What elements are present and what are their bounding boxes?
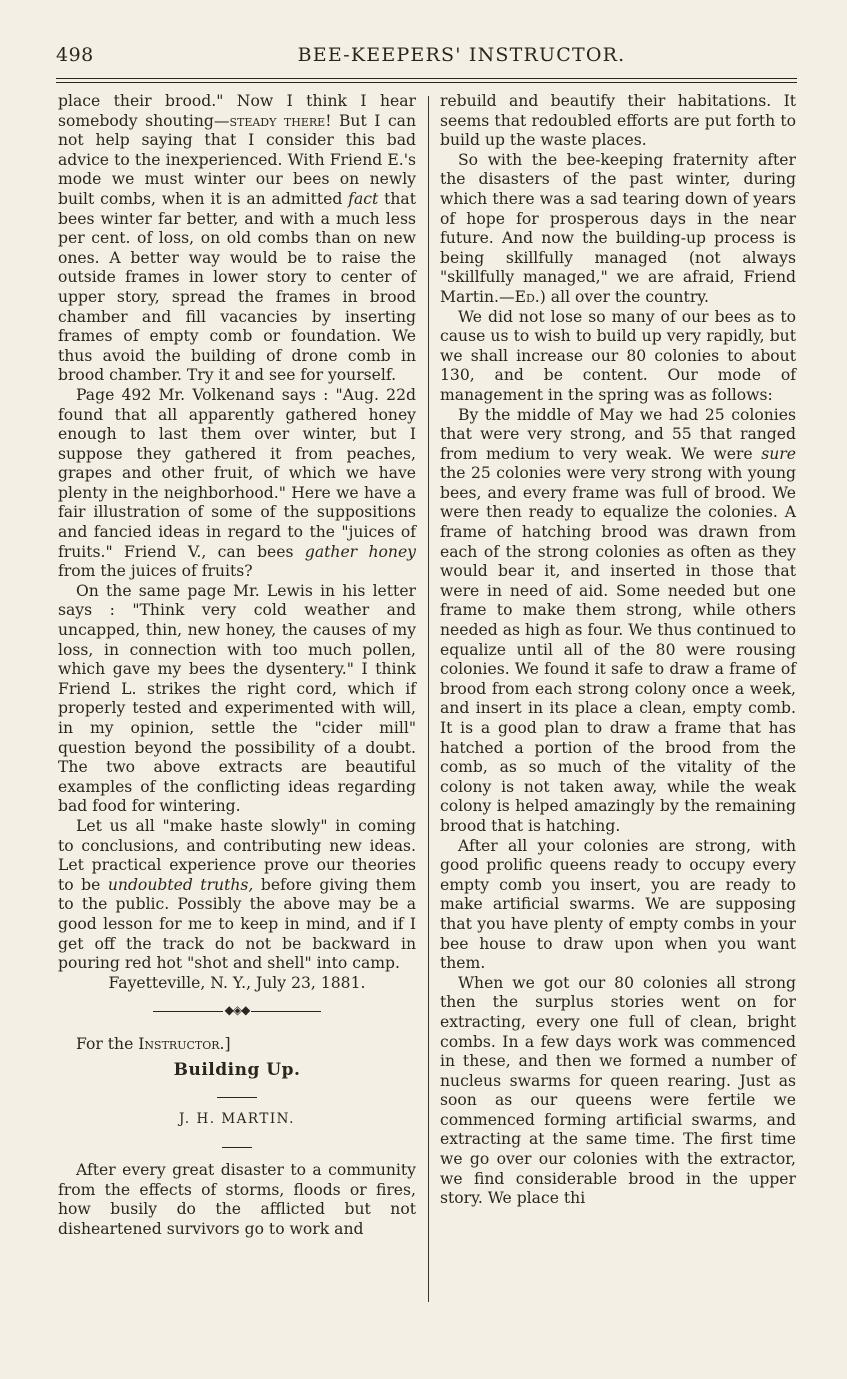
italic-run: gather honey	[304, 542, 416, 561]
separator-rule	[153, 1011, 223, 1012]
paragraph: We did not lose so many of our bees as to cause us to wish to build up very rapidly, but we shall increase our 80 colonies to about 130, and be content. Our mode of management in the spring was as follows:	[440, 307, 796, 404]
paragraph: When we got our 80 colonies all strong then the surplus stories went on for extracting, every one full of clean, bright combs. In a few days work was commenced in these, and then we formed a number of nucleus swarms for queen rearing. Just as soon as our queens were fertile we commenced forming artificial swarms, and extracting at the same time. The first time we go over our colonies with the extractor, we find considerable brood in the upper story. We place thi	[440, 973, 796, 1208]
paragraph	[58, 92, 416, 386]
paragraph	[58, 817, 416, 974]
text-run: place their brood." Now I think I hear somebody shouting—	[58, 92, 416, 130]
text-run: ! But I can not help saying that I consider this bad advice to the inexperienced. With Friend E.'s mode we must winter our bees on newly built combs, when it is an admitted	[58, 111, 417, 208]
text-run: ) all over the country.	[539, 287, 709, 306]
italic-run: undoubted truths,	[107, 875, 254, 894]
for-line	[58, 1035, 416, 1055]
paragraph	[440, 406, 796, 837]
paragraph	[440, 151, 796, 308]
dateline: Fayetteville, N. Y., July 23, 1881.	[108, 973, 366, 992]
column-divider	[428, 96, 429, 1302]
text-run: before giving them to the public. Possibly the above may be a good lesson for me to keep in mind, and if I get off the track do not be backward in pouring red hot "shot and shell" into camp.	[58, 875, 416, 973]
author-byline: J. H. MARTIN.	[179, 1110, 295, 1127]
text-run: from the juices of fruits?	[58, 562, 253, 581]
italic-run: fact	[348, 189, 379, 208]
header-rule-double	[56, 82, 797, 83]
text-run: So with the bee-keeping fraternity after the disasters of the past winter, during which there was a sad tearing down of years of hope for prosperous days in the near future. And now the building-up process is being skillfully managed (not always "skillfully managed," we are afraid, Friend Martin.—	[440, 150, 796, 306]
left-column	[58, 92, 416, 1240]
small-caps-run: Instructor.	[138, 1035, 225, 1054]
page-number: 498	[56, 44, 94, 66]
paragraph: rebuild and beautify their habitations. It seems that redoubled efforts are put forth to build up the waste places.	[440, 92, 796, 150]
section-separator	[58, 1001, 416, 1021]
text-run: the 25 colonies were very strong with young bees, and every frame was full of brood. We were then ready to equalize the colonies. A frame of hatching brood was drawn from each of the strong colonies as often as they would bear it, and inserted in those that were in need of aid. Some needed but one frame to make them strong, while others needed as high as four. We thus continued to equalize until all of the 80 were rousing colonies. We found it safe to draw a frame of brood from each strong colony once a week, and insert in its place a clean, empty comb. It is a good plan to draw a frame that has hatched a portion of the brood from the comb, as so much of the vitality of the colony is not taken away, while the weak colony is helped amazingly by the remaining brood that is hatching.	[440, 464, 796, 835]
title-rule	[58, 1084, 416, 1104]
author-rule	[58, 1134, 416, 1154]
paragraph: After every great disaster to a community from the effects of storms, floods or fires, how busily do the afflicted but not disheartened survivors go to work and	[58, 1161, 416, 1238]
paragraph: On the same page Mr. Lewis in his letter says : "Think very cold weather and uncapped, thin, new honey, the causes of my loss, in connection with too much pollen, which gave my bees the dysentery." I think Friend L. strikes the right cord, which if properly tested and experimented with will, in my opinion, settle the "cider mill" question beyond the possibility of a doubt. The two above extracts are beautiful examples of the conflicting ideas regarding bad food for wintering.	[58, 581, 416, 816]
text-run: Let us all "make haste slowly" in coming to conclusions, and contributing new ideas. Let practical experience prove our theories to be	[58, 816, 416, 894]
page-header	[56, 44, 797, 78]
text-run: Page 492 Mr. Volkenand says : "Aug. 22d found that all apparently gathered honey enough to last them over winter, but I suppose they gathered it from peaches, grapes and other fruit, of which we have plenty in the neighborhood." Here we have a fair illustration of some of the suppositions and fancied ideas in regard to the "juices of fruits." Friend V., can bees	[58, 385, 416, 561]
separator-rule	[251, 1011, 321, 1012]
italic-run: sure	[761, 444, 796, 463]
paragraph	[58, 386, 416, 582]
text-run: ]	[224, 1035, 231, 1054]
text-run: that bees winter far better, and with a much less per cent. of loss, on old combs than on new ones. A better way would be to raise the outside frames in lower story to center of upper story, spread the frames in brood chamber and fill vacancies by inserting frames of empty comb or foundation. We thus avoid the building of drone comb in brood chamber. Try it and see for yourself.	[58, 189, 416, 385]
header-rule	[56, 78, 797, 79]
running-title: BEE-KEEPERS' INSTRUCTOR.	[297, 44, 626, 66]
text-run: For the	[76, 1035, 139, 1054]
small-caps-run: steady there	[229, 111, 326, 130]
article-title: Building Up.	[173, 1059, 301, 1080]
paragraph: After all your colonies are strong, with good prolific queens ready to occupy every empty comb you insert, you are ready to make artificial swarms. We are supposing that you have plenty of empty combs in your bee house to draw upon when you want them.	[440, 836, 796, 973]
ornament-icon: ◆◈◆	[224, 1003, 250, 1018]
text-run: By the middle of May we had 25 colonies that were very strong, and 55 that ranged from medium to very weak. We were	[440, 405, 796, 463]
right-column	[440, 92, 796, 1209]
small-caps-run: Ed.	[514, 287, 540, 306]
